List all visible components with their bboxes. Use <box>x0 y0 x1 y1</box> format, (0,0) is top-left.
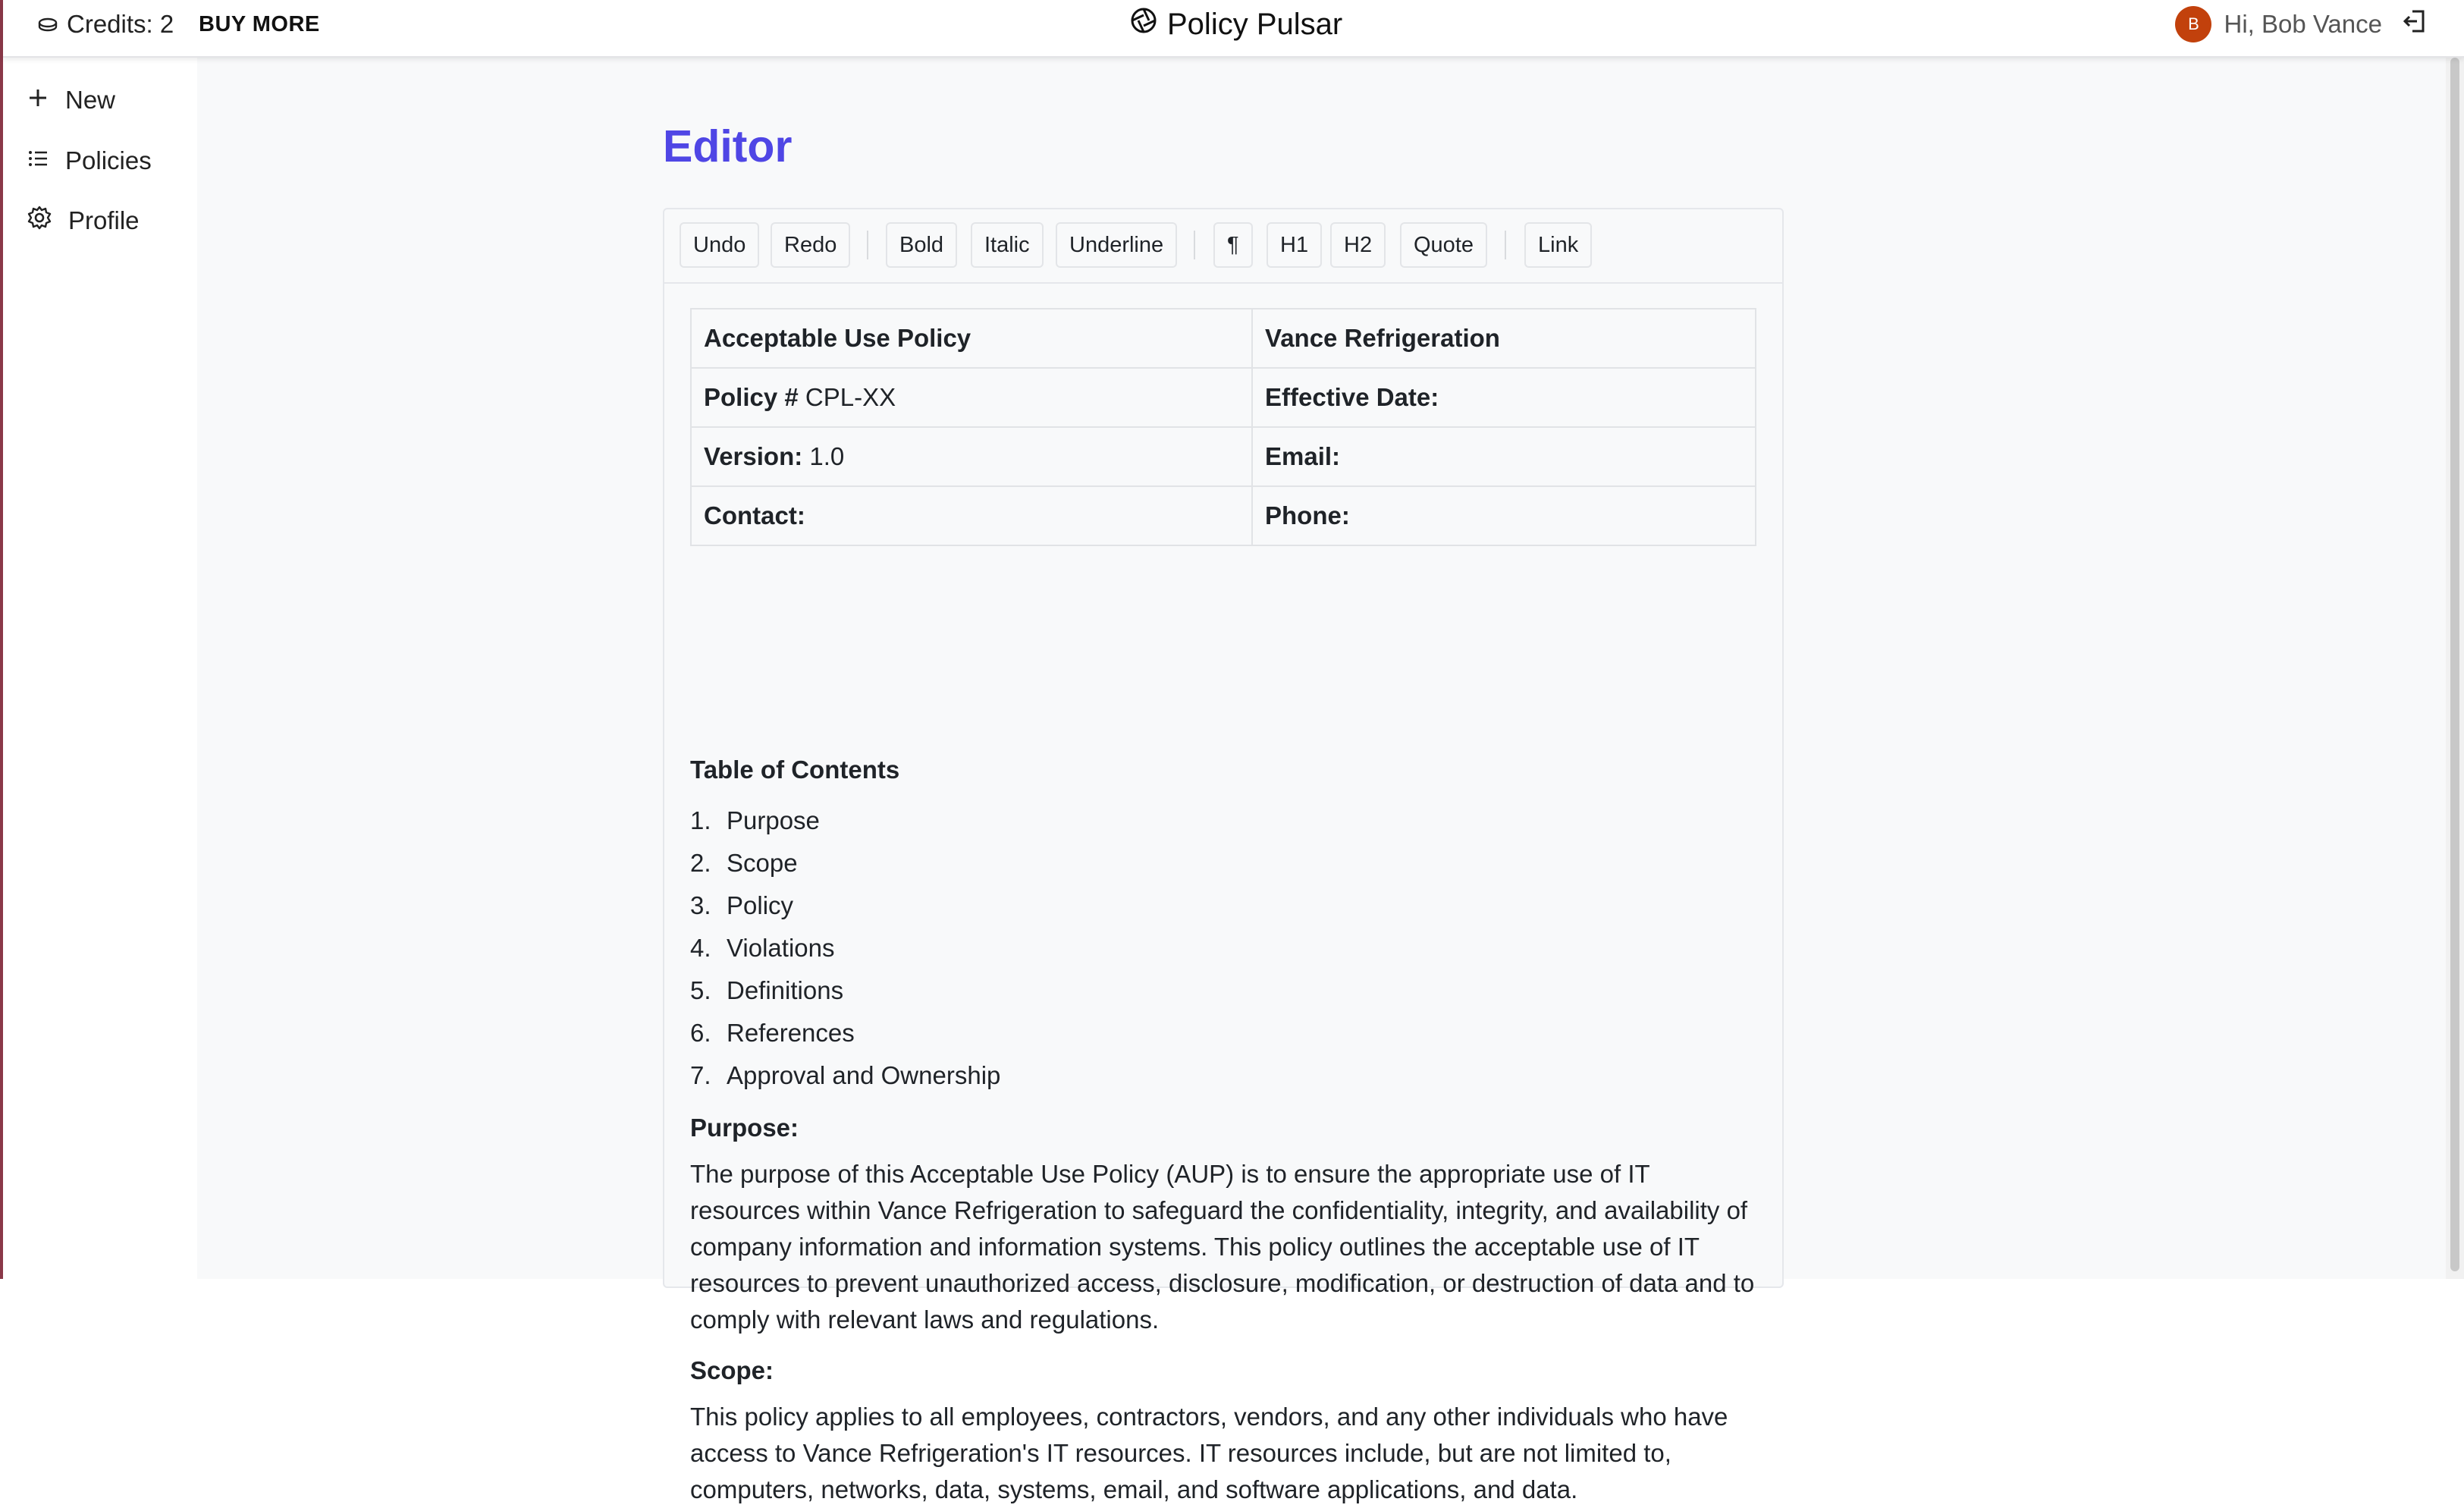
avatar[interactable]: B <box>2175 6 2211 42</box>
policy-number-cell <box>691 368 1252 427</box>
sidebar-item-new[interactable] <box>27 81 115 119</box>
list-item <box>690 969 1000 1012</box>
toolbar-divider <box>1505 231 1506 259</box>
heading2-button[interactable]: H2 <box>1330 222 1386 268</box>
user-menu <box>2175 6 2428 42</box>
page-title: Editor <box>663 121 793 171</box>
table-row <box>691 486 1756 545</box>
phone-cell: Phone: <box>1252 486 1756 545</box>
list-item <box>690 1054 1000 1097</box>
buy-more-button[interactable]: BUY MORE <box>199 11 320 36</box>
company-cell: Vance Refrigeration <box>1252 309 1756 368</box>
quote-button[interactable]: Quote <box>1400 222 1487 268</box>
toc-label: Definitions <box>727 976 844 1004</box>
toc-number: 5. <box>690 976 711 1004</box>
sidebar-item-label: New <box>65 86 116 114</box>
purpose-heading: Purpose: <box>690 1114 799 1142</box>
scrollbar-thumb[interactable] <box>2450 58 2459 1271</box>
list-item <box>690 1012 1000 1054</box>
version-value: 1.0 <box>809 442 845 470</box>
italic-button[interactable]: Italic <box>971 222 1044 268</box>
redo-button[interactable]: Redo <box>771 222 850 268</box>
toolbar-divider <box>867 231 868 259</box>
top-bar <box>3 0 2464 58</box>
purpose-paragraph: The purpose of this Acceptable Use Policy (AUP) is to ensure the appropriate use of IT resources within Vance Refrigeration to safeguard the confidentiality, integrity, and availability of company information and information systems. This policy outlines the acceptable use of IT resources to prevent unauthorized access, disclosure, modification, or destruction of data and to comply with relevant laws and regulations. <box>690 1160 1755 1334</box>
effective-date-cell: Effective Date: <box>1252 368 1756 427</box>
table-of-contents <box>690 800 1000 1097</box>
underline-button[interactable]: Underline <box>1056 222 1177 268</box>
version-cell <box>691 427 1252 486</box>
toc-label: Approval and Ownership <box>727 1061 1001 1089</box>
policy-number-value: CPL-XX <box>805 383 896 411</box>
logout-icon[interactable] <box>2402 8 2428 40</box>
undo-button[interactable]: Undo <box>680 222 759 268</box>
list-item <box>690 884 1000 927</box>
policy-name-cell: Acceptable Use Policy <box>691 309 1252 368</box>
sidebar-item-profile[interactable] <box>27 202 140 240</box>
brand-name: Policy Pulsar <box>1167 7 1343 41</box>
scrollbar[interactable] <box>2446 58 2464 1279</box>
sidebar-item-label: Profile <box>68 206 140 234</box>
table-row <box>691 309 1756 368</box>
editor-toolbar <box>664 209 1782 284</box>
toc-number: 7. <box>690 1061 711 1089</box>
scope-heading: Scope: <box>690 1356 774 1384</box>
toc-heading: Table of Contents <box>690 756 900 784</box>
sidebar <box>3 58 197 1279</box>
coins-icon <box>38 10 58 39</box>
toc-number: 6. <box>690 1019 711 1047</box>
scope-paragraph: This policy applies to all employees, contractors, vendors, and any other individuals who have access to Vance Refrigeration's IT resources. IT resources include, but are not limited to, computers, networks, data, systems, email, and software applications, and data. <box>690 1403 1728 1503</box>
paragraph-button[interactable]: ¶ <box>1213 222 1253 268</box>
policy-header-table <box>690 308 1756 546</box>
bold-button[interactable]: Bold <box>886 222 957 268</box>
toc-label: Policy <box>727 891 794 919</box>
version-label: Version: <box>704 442 803 470</box>
toc-label: Purpose <box>727 806 820 834</box>
brand[interactable] <box>1129 6 1342 42</box>
heading1-button[interactable]: H1 <box>1267 222 1322 268</box>
credits-label: Credits: 2 <box>67 10 174 38</box>
list-item <box>690 800 1000 842</box>
rich-text-editor <box>663 208 1784 1503</box>
toc-label: Violations <box>727 934 835 962</box>
table-row <box>691 427 1756 486</box>
toolbar-divider <box>1194 231 1195 259</box>
toc-number: 3. <box>690 891 711 919</box>
toc-number: 4. <box>690 934 711 962</box>
user-greeting: Hi, Bob Vance <box>2224 10 2382 38</box>
gear-icon <box>27 206 52 236</box>
aperture-logo-icon <box>1129 6 1158 42</box>
credits-indicator <box>38 9 174 39</box>
table-row <box>691 368 1756 427</box>
toc-number: 1. <box>690 806 711 834</box>
toc-number: 2. <box>690 849 711 877</box>
contact-cell: Contact: <box>691 486 1252 545</box>
email-cell: Email: <box>1252 427 1756 486</box>
toc-label: Scope <box>727 849 798 877</box>
list-item <box>690 927 1000 969</box>
list-icon <box>27 146 49 175</box>
sidebar-item-label: Policies <box>65 146 152 174</box>
link-button[interactable]: Link <box>1524 222 1592 268</box>
plus-icon <box>27 86 49 115</box>
sidebar-item-policies[interactable] <box>27 142 152 180</box>
toc-label: References <box>727 1019 855 1047</box>
list-item <box>690 842 1000 884</box>
policy-number-label: Policy # <box>704 383 799 411</box>
